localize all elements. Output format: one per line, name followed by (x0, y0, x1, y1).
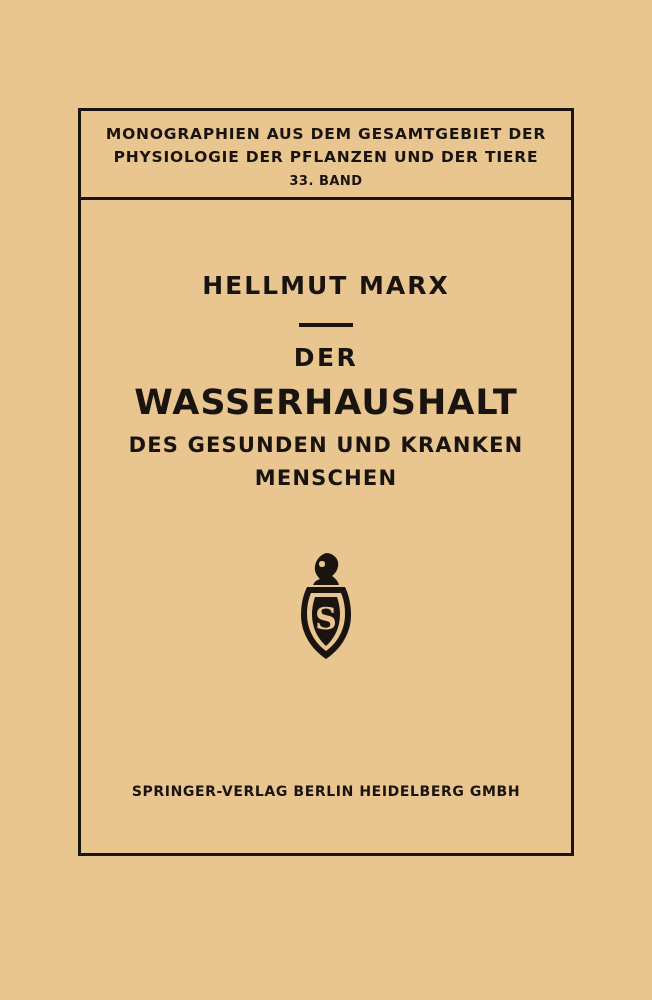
series-volume: 33. BAND (289, 173, 363, 189)
series-title-line-1: MONOGRAPHIEN AUS DEM GESAMTGEBIET DER (105, 125, 547, 143)
svg-text:S: S (315, 602, 337, 637)
series-title-line-2: PHYSIOLOGIE DER PFLANZEN UND DER TIERE (113, 148, 539, 167)
divider-rule (299, 323, 353, 327)
title-article: DER (293, 343, 359, 372)
publisher-name: SPRINGER-VERLAG BERLIN HEIDELBERG GMBH (131, 784, 521, 800)
series-header (81, 111, 571, 200)
book-subtitle-line-2: MENSCHEN (254, 466, 398, 490)
cover-frame (78, 108, 574, 856)
book-subtitle-line-1: DES GESUNDEN UND KRANKEN (128, 433, 524, 457)
book-title: WASSERHAUSHALT (134, 383, 518, 423)
springer-knight-logo (293, 551, 359, 663)
author-name: HELLMUT MARX (202, 271, 450, 300)
